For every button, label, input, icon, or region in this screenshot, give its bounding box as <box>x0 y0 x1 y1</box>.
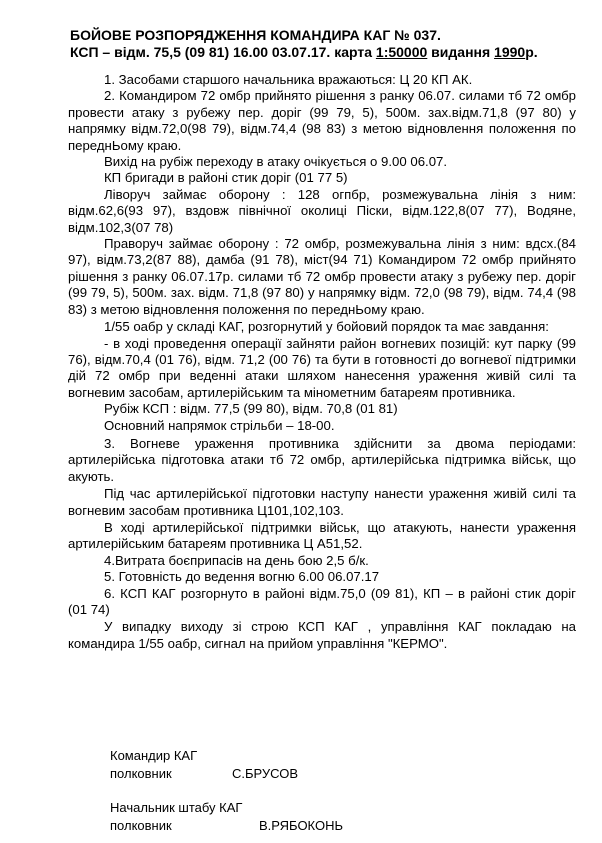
commander-title: Командир КАГ <box>110 748 198 763</box>
subtitle-edition: видання <box>427 44 495 60</box>
map-scale: 1:50000 <box>375 44 428 60</box>
subtitle-location: КСП – відм. 75,5 (09 81) 16.00 03.07.17. карта <box>70 44 376 60</box>
paragraph-1: 1. Засобами старшого начальника вражаються: Ц 20 КП АК. <box>104 72 473 87</box>
chief-of-staff-rank: полковник <box>110 818 172 833</box>
paragraph-16: 6. КСП КАГ розгорнуто в районі відм.75,0 (09 81), КП – в районі стик доріг (01 74) <box>68 585 576 617</box>
document-title: БОЙОВЕ РОЗПОРЯДЖЕННЯ КОМАНДИРА КАГ № 037. <box>70 27 441 43</box>
document-subtitle <box>70 44 538 61</box>
chief-of-staff-name: В.РЯБОКОНЬ <box>259 818 344 833</box>
paragraph-11: 3. Вогневе ураження противника здійснити за двома періодами: артилерійська підготовка атаки тб 72 омбр, артилерійська підтримка військ, що акують. <box>68 435 576 484</box>
subtitle-suffix: р. <box>525 44 538 60</box>
paragraph-13: В ході артилерійської підтримки військ, що атакують, нанести ураження артилерійським батареям противника Ц А51,52. <box>68 519 576 552</box>
paragraph-3: Вихід на рубіж переходу в атаку очікується о 9.00 06.07. <box>104 154 448 170</box>
paragraph-14: 4.Витрата боєприпасів на день бою 2,5 б/к. <box>104 552 369 568</box>
paragraph-7: 1/55 оабр у складі КАГ, розгорнутий у бойовий порядок та має завдання: <box>104 319 549 335</box>
paragraph-2: 2. Командиром 72 омбр прийнято рішення з ранку 06.07. силами тб 72 омбр провести атаку з рубежу пер. доріг (99 79, 5), 500м. зах.відм.71,8 (97 80) у напрямку відм.72,0(98 79), відм.74,4 (98 83) з метою відновлення положення по переднЬому краю. <box>68 88 576 153</box>
paragraph-15: 5. Готовність до ведення вогню 6.00 06.07.17 <box>104 569 380 585</box>
paragraph-8: - в ході проведення операції зайняти район вогневих позицій: кут парку (99 76), відм.70,4 (01 76), відм. 71,2 (00 76) та бути в готовності до вогневої підтримки дій 72 омбр при веденні атаки шляхом нанесення ураження живій силі та вогневим засобам, артилерійським та мінометним батареям противника. <box>68 335 576 400</box>
paragraph-5: Ліворуч займає оборону : 128 огпбр, розмежувальна лінія з ним: відм.62,6(93 97), вздовж північної околиці Піски, відм.122,8(07 77), Водяне, відм.102,3(07 78) <box>68 186 576 235</box>
paragraph-17: У випадку виходу зі строю КСП КАГ , управління КАГ покладаю на командира 1/55 оабр, сигнал на прийом управління "КЕРМО". <box>68 619 576 651</box>
paragraph-12: Під час артилерійської підготовки наступу нанести ураження живій силі та вогневим засобам противника Ц101,102,103. <box>68 486 576 518</box>
document-body <box>68 72 576 652</box>
paragraph-10: Основний напрямок стрільби – 18-00. <box>104 417 335 433</box>
paragraph-6: Праворуч займає оборону : 72 омбр, розмежувальна лінія з ним: вдсх.(84 97), відм.73,2(87 88), дамба (91 78), міст(94 71) Командиром 72 омбр прийнято рішення з ранку 06.07.17р. силами тб 72 омбр провести атаку з рубежу пер. доріг (99 79, 5), 500м. зах. відм. 71,8 (97 80) у напрямку відм. 72,0 (98 79), відм. 74,4 (98 83) з метою відновлення положення по переднЬому краю. <box>68 236 576 317</box>
paragraph-9: Рубіж КСП : відм. 77,5 (99 80), відм. 70,8 (01 81) <box>104 401 398 417</box>
commander-name: С.БРУСОВ <box>232 766 299 781</box>
commander-rank: полковник <box>110 766 172 781</box>
chief-of-staff-title: Начальник штабу КАГ <box>110 800 243 815</box>
paragraph-4: КП бригади в районі стик доріг (01 77 5) <box>104 170 348 186</box>
map-year: 1990 <box>494 44 526 60</box>
